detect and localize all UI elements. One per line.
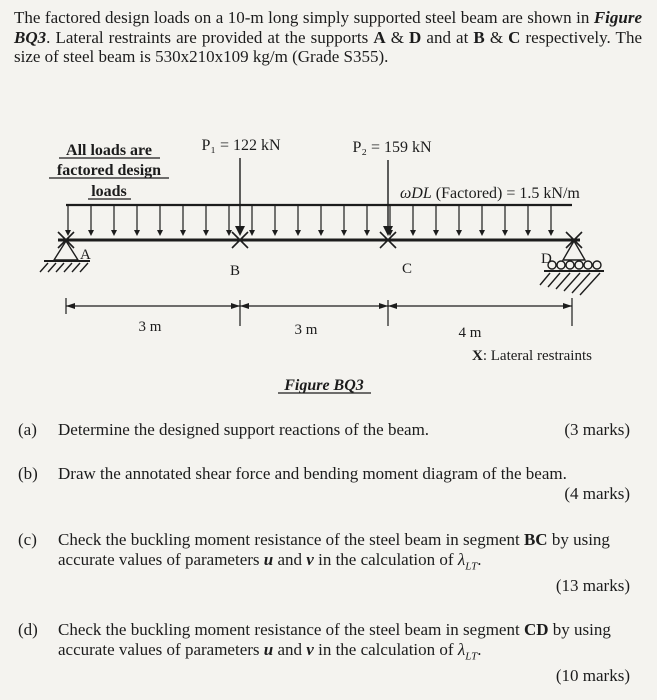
udl-arrowhead <box>318 230 324 236</box>
udl-arrowhead <box>548 230 554 236</box>
udl-arrowhead <box>502 230 508 236</box>
svg-text:loads: loads <box>91 183 127 200</box>
udl-arrowhead <box>272 230 278 236</box>
label-d: D <box>541 251 552 267</box>
label-a: A <box>80 247 91 263</box>
udl-arrowhead <box>226 230 232 236</box>
udl-arrowhead <box>456 230 462 236</box>
support-a-ref: A <box>373 27 386 47</box>
question-a: (a) Determine the designed support reactions of the beam. (3 marks) <box>18 420 630 439</box>
udl-arrowhead <box>525 230 531 236</box>
udl-arrowhead <box>111 230 117 236</box>
dimension-cd: 4 m <box>458 325 482 341</box>
svg-text:All loads are: All loads are <box>66 142 152 159</box>
support-d-roller <box>540 241 604 295</box>
support-d-ref: D <box>409 27 422 47</box>
problem-statement: The factored design loads on a 10-m long simply supported steel beam are shown in Figure BQ3. Lateral restraints are provided at the supports A & D and at B & C respectively. The size of steel beam is 530x210x109 kg/m (Grade S355). <box>14 8 642 66</box>
figure-caption: Figure BQ3 <box>284 377 364 394</box>
udl-arrowhead <box>134 230 140 236</box>
udl-arrowhead <box>88 230 94 236</box>
udl-arrowhead <box>249 230 255 236</box>
udl-label: ωDL (Factored) = 1.5 kN/m <box>400 185 580 202</box>
dimension-ab: 3 m <box>138 319 162 335</box>
udl-arrowhead <box>180 230 186 236</box>
point-load-p2 <box>383 160 393 236</box>
dimension-bc: 3 m <box>294 322 318 338</box>
udl-arrowhead <box>341 230 347 236</box>
udl-arrowhead <box>295 230 301 236</box>
point-b-ref: B <box>473 27 485 47</box>
label-b: B <box>230 263 241 279</box>
figure-reference: Figure BQ3 <box>14 8 642 47</box>
udl-arrowhead <box>479 230 485 236</box>
question-b: (b) Draw the annotated shear force and bending moment diagram of the beam. (4 marks) <box>18 464 630 503</box>
intro-text: The factored design loads on a 10-m long simply supported steel beam are shown in <box>14 8 594 27</box>
question-c: (c) Check the buckling moment resistance of the steel beam in segment BC by using accurate values of parameters u and v in the calculation of $\lambda_{LT}$. (13 marks) <box>18 530 630 596</box>
svg-text:factored design: factored design <box>56 162 162 179</box>
factored-note <box>49 142 169 200</box>
p1-label: P₁ = 122 kN <box>201 137 281 154</box>
udl-arrowhead <box>410 230 416 236</box>
beam-figure <box>0 130 657 398</box>
label-c: C <box>402 261 413 277</box>
p2-label: P₂ = 159 kN <box>352 139 432 156</box>
point-load-p1 <box>235 158 245 236</box>
distributed-load <box>65 205 572 236</box>
question-d: (d) Check the buckling moment resistance of the steel beam in segment CD by using accurate values of parameters u and v in the calculation of $\lambda_{LT}$. (10 marks) <box>18 620 630 686</box>
udl-arrowhead <box>157 230 163 236</box>
point-c-ref: C <box>508 27 521 47</box>
legend-lateral-restraints: X: Lateral restraints <box>472 348 592 364</box>
udl-arrowhead <box>364 230 370 236</box>
udl-arrowhead <box>433 230 439 236</box>
udl-arrowhead <box>203 230 209 236</box>
